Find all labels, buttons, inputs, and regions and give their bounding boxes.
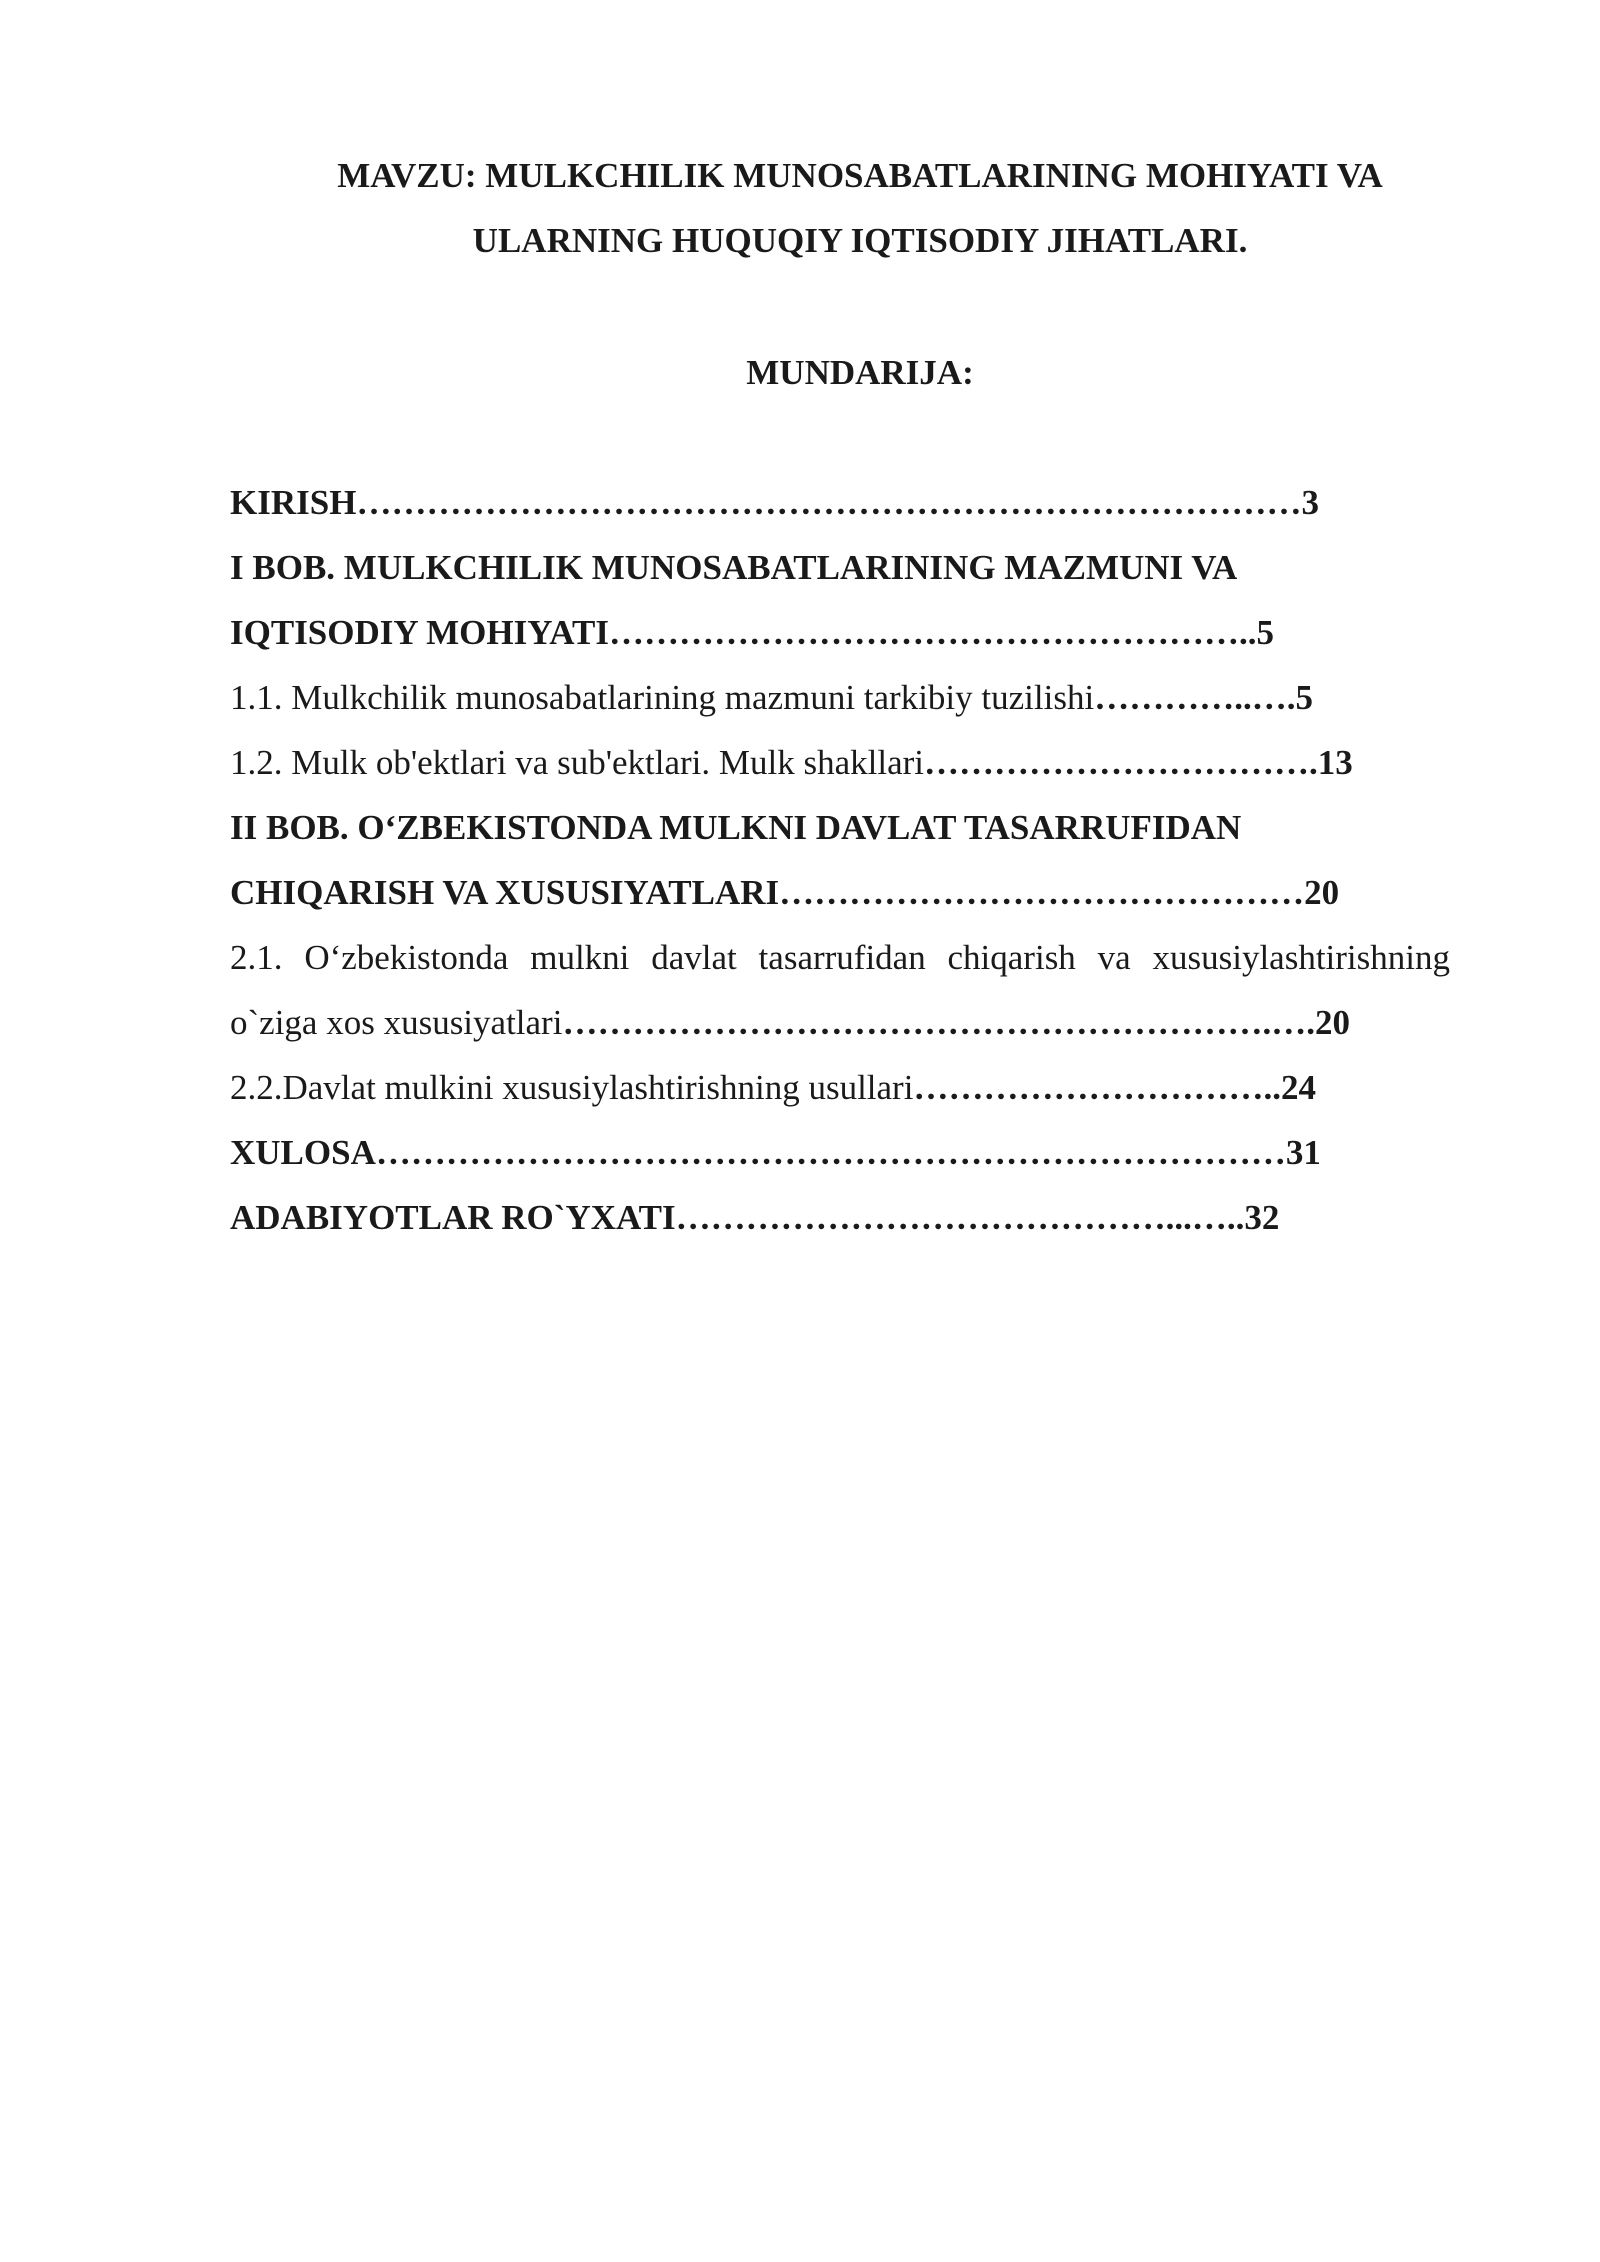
toc-page-number: 5 xyxy=(1295,678,1313,717)
toc-entry-2-2 xyxy=(230,1055,1456,1120)
toc-entry-bob2-line1: II BOB. O‘ZBEKISTONDA MULKNI DAVLAT TASARRUFIDAN xyxy=(230,808,1242,847)
toc-leader-dots: …………………………………………………….…. xyxy=(562,1003,1315,1042)
toc-entry-title: CHIQARISH VA XUSUSIYATLARI xyxy=(230,873,780,912)
toc-entry-title: 1.2. Mulk ob'ektlari va sub'ektlari. Mulk shakllari xyxy=(230,743,925,782)
toc-entry-bob1-line1: I BOB. MULKCHILIK MUNOSABATLARINING MAZMUNI VA xyxy=(230,548,1238,587)
toc-entry-2-1-line2 xyxy=(230,990,1456,1055)
toc-leader-dots: …………..…. xyxy=(1094,678,1296,717)
toc-entry-title: 1.1. Mulkchilik munosabatlarining mazmuni tarkibiy tuzilishi xyxy=(230,678,1095,717)
toc-entry-title: 2.2.Davlat mulkini xususiylashtirishning usullari xyxy=(230,1068,914,1107)
toc-heading: MUNDARIJA: xyxy=(746,353,974,392)
toc-page-number: 20 xyxy=(1314,1003,1350,1042)
toc-page-number: 20 xyxy=(1304,873,1340,912)
toc-leader-dots: ………………………….. xyxy=(913,1068,1281,1107)
toc-entry-1-1 xyxy=(230,665,1456,730)
title-line-1: MAVZU: MULKCHILIK MUNOSABATLARINING MOHIYATI VA xyxy=(337,156,1383,195)
toc-leader-dots: …………………………………………………………………… xyxy=(375,1133,1286,1172)
toc-leader-dots: ……………………………………………….. xyxy=(608,613,1257,652)
title-line-2: ULARNING HUQUQIY IQTISODIY JIHATLARI. xyxy=(472,221,1248,260)
toc-entry-kirish xyxy=(230,470,1456,535)
toc-leader-dots: ……………………………………………………………………… xyxy=(356,483,1302,522)
toc-entry-xulosa xyxy=(230,1120,1456,1185)
toc-entry-1-2 xyxy=(230,730,1456,795)
table-of-contents xyxy=(230,470,1456,1250)
toc-leader-dots: ……………………………………...….. xyxy=(675,1198,1245,1237)
toc-page-number: 24 xyxy=(1280,1068,1316,1107)
toc-entry-adabiyotlar xyxy=(230,1185,1456,1250)
toc-entry-title: o`ziga xos xususiyatlari xyxy=(230,1003,563,1042)
toc-entry-title: ADABIYOTLAR RO`YXATI xyxy=(230,1198,676,1237)
toc-page-number: 32 xyxy=(1244,1198,1280,1237)
toc-page-number: 13 xyxy=(1317,743,1353,782)
toc-page-number: 3 xyxy=(1301,483,1319,522)
toc-leader-dots: ……………………………. xyxy=(924,743,1318,782)
toc-entry-title: IQTISODIY MOHIYATI xyxy=(230,613,609,652)
toc-page-number: 31 xyxy=(1285,1133,1321,1172)
toc-entry-bob1-line2 xyxy=(230,600,1456,665)
toc-page-number: 5 xyxy=(1256,613,1274,652)
toc-entry-title: XULOSA xyxy=(230,1133,376,1172)
toc-entry-2-1-line1: 2.1. O‘zbekistonda mulkni davlat tasarrufidan chiqarish va xususiylashtirishning xyxy=(230,938,1450,977)
toc-entry-title: KIRISH xyxy=(230,483,357,522)
document-title xyxy=(230,143,1490,273)
toc-leader-dots: ……………………………………… xyxy=(779,873,1305,912)
toc-entry-bob2-line2 xyxy=(230,860,1456,925)
